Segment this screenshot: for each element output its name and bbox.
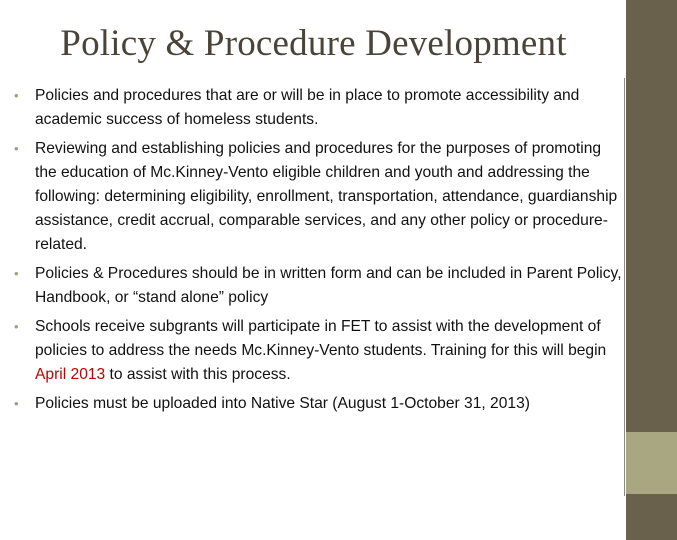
bullet-item-3 bbox=[14, 262, 626, 310]
bullet-item-4 bbox=[14, 315, 626, 387]
bullet-dot-icon: • bbox=[14, 266, 19, 281]
bullet-dot-icon: • bbox=[14, 319, 19, 334]
bullet-item-1 bbox=[14, 84, 626, 132]
bullet-text: Policies must be uploaded into Native Star (August 1-October 31, 2013) bbox=[35, 395, 530, 412]
bullet-text: Policies and procedures that are or will be in place to promote accessibility and academic success of homeless students. bbox=[35, 87, 580, 128]
bullet-text-before: Schools receive subgrants will participate in FET to assist with the development of policies to address the needs Mc.Kinney-Vento students. Training for this will begin bbox=[35, 318, 607, 359]
bullet-list bbox=[14, 84, 626, 421]
bullet-text: Reviewing and establishing policies and procedures for the purposes of promoting the education of Mc.Kinney-Vento eligible children and youth and addressing the following: determining eligibility, enrollment, transportation, attendance, guardianship assistance, credit accrual, comparable services, and any other policy or procedure-related. bbox=[35, 140, 618, 253]
side-bar-dark-bottom bbox=[626, 494, 677, 540]
side-bar-light-accent bbox=[626, 432, 677, 494]
bullet-dot-icon: • bbox=[14, 396, 19, 411]
bullet-dot-icon: • bbox=[14, 141, 19, 156]
bullet-dot-icon: • bbox=[14, 88, 19, 103]
side-bar-dark-top bbox=[626, 0, 677, 432]
highlighted-date: April 2013 bbox=[35, 366, 106, 383]
bullet-item-5 bbox=[14, 392, 626, 416]
bullet-text-after: to assist with this process. bbox=[105, 366, 291, 383]
slide-title: Policy & Procedure Development bbox=[60, 23, 567, 64]
bullet-text: Policies & Procedures should be in written form and can be included in Parent Policy, Handbook, or “stand alone” policy bbox=[35, 265, 622, 306]
bullet-item-2 bbox=[14, 137, 626, 257]
